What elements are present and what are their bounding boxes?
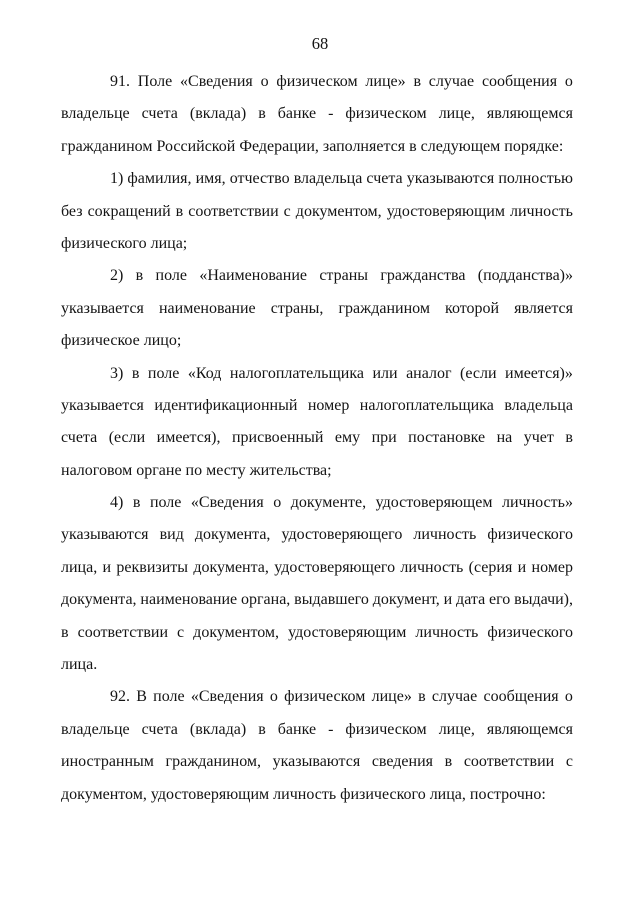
word: физического (487, 623, 573, 641)
word: лице» (371, 688, 412, 706)
word: Поле (137, 73, 173, 90)
word: дата (456, 591, 486, 609)
word: «Сведения (190, 494, 264, 512)
word: владельце (61, 105, 130, 123)
word: или (372, 364, 398, 382)
text-line (61, 681, 573, 713)
word: идентификационный (154, 396, 298, 414)
text-line (61, 746, 573, 778)
word: иностранным (61, 753, 154, 771)
word: удостоверяющего (281, 526, 403, 544)
word: в (258, 105, 266, 123)
word: соответствии (188, 202, 279, 220)
word: личность» (502, 494, 573, 512)
text-line (61, 617, 573, 649)
text-line (61, 358, 573, 390)
word: лица, (61, 558, 98, 576)
word: случае (428, 73, 475, 90)
word: указывается (61, 299, 144, 317)
word: (вклада) (189, 105, 247, 123)
word: о (260, 73, 269, 90)
word: удостоверяющем (375, 494, 493, 512)
text-line (61, 66, 573, 98)
paragraph (61, 260, 573, 357)
word: физическом (276, 73, 358, 90)
text-line (61, 584, 573, 616)
word: указывается (61, 396, 144, 414)
word: о (564, 688, 573, 706)
word: указываются (406, 170, 495, 188)
word: учет (523, 429, 554, 447)
word: лице» (365, 73, 406, 90)
word: удостоверяющего (274, 558, 396, 576)
word: поле (153, 688, 185, 706)
word: с (283, 202, 291, 220)
word: (вклада) (189, 720, 247, 738)
word: поле (155, 267, 187, 285)
word: указываются (272, 753, 361, 771)
text-line: налоговом органе по месту жительства; (61, 461, 332, 479)
word: имеется), (156, 429, 221, 447)
word: (подданства)» (477, 267, 573, 285)
word: сообщения (481, 73, 558, 90)
word: банке (277, 105, 317, 123)
word: личность (510, 202, 573, 220)
paragraph (61, 66, 573, 163)
word: о (273, 494, 282, 512)
word: в (131, 364, 140, 382)
word: в (413, 73, 421, 90)
paragraph (61, 681, 573, 811)
page-number: 68 (311, 34, 329, 53)
word: удостоверяющим (386, 202, 505, 220)
word: счета (141, 720, 178, 738)
word: владельца (293, 170, 363, 188)
word: с (177, 623, 185, 641)
word: имеется)» (505, 364, 573, 382)
word: соответствии (77, 623, 168, 641)
paragraph (61, 487, 573, 681)
text-line: физическое лицо; (61, 332, 182, 350)
word: гражданином (338, 299, 430, 317)
word: налогоплательщика (229, 364, 364, 382)
text-line: лица. (61, 656, 98, 674)
word: аналог (406, 364, 452, 382)
word: в (61, 623, 69, 641)
word: страны (319, 267, 369, 285)
word: в (444, 753, 453, 771)
word: и (443, 591, 453, 609)
word: (если (108, 429, 146, 447)
word: указываются (61, 526, 149, 544)
word: - (328, 105, 334, 123)
text-line (61, 260, 573, 292)
text-line: физического лица; (61, 234, 188, 252)
word: сокращений (87, 202, 171, 220)
word: номер (307, 396, 350, 414)
word: реквизиты (116, 558, 189, 576)
word: и (102, 558, 112, 576)
word: физическом (284, 688, 366, 706)
word: вид (159, 526, 184, 544)
word: выдавшего (294, 591, 369, 609)
word: случае (431, 688, 478, 706)
word: без (61, 202, 83, 220)
word: «Наименование (199, 267, 307, 285)
word: на (496, 429, 513, 447)
word: лице, (438, 105, 475, 123)
word: поле (147, 364, 180, 382)
word: банке (277, 720, 317, 738)
word: личность (413, 526, 477, 544)
word: документа, (194, 526, 271, 544)
word: гражданства (380, 267, 466, 285)
text-line (61, 293, 573, 325)
word: его (489, 591, 511, 609)
word: документом, (193, 623, 280, 641)
word: в (418, 688, 426, 706)
word: страны, (270, 299, 324, 317)
word: лице, (438, 720, 475, 738)
word: 3) (110, 364, 124, 382)
word: поле (149, 494, 182, 512)
text-line (61, 519, 573, 551)
text-line (61, 98, 573, 130)
word: 92. (110, 688, 130, 706)
word: 4) (110, 494, 124, 512)
word: физического (487, 526, 573, 544)
word: отчество (229, 170, 290, 188)
text-line: документом, удостоверяющим личность физического лица, построчно: (61, 785, 546, 803)
text-line (61, 714, 573, 746)
word: органа, (240, 591, 291, 609)
word: являющемся (486, 105, 573, 123)
word: личность (415, 623, 479, 641)
word: номер (531, 558, 573, 576)
word: присвоенный (231, 429, 324, 447)
word: ему (334, 429, 361, 447)
word: соответствии (463, 753, 555, 771)
word: «Сведения (190, 688, 264, 706)
word: физическом (345, 105, 427, 123)
word: гражданином, (165, 753, 262, 771)
word: сообщения (483, 688, 559, 706)
word: в (565, 429, 573, 447)
text-line (61, 196, 573, 228)
word: физическом (345, 720, 427, 738)
word: в (175, 202, 184, 220)
word: документ, (372, 591, 440, 609)
word: наименование (140, 591, 238, 609)
paragraph (61, 358, 573, 488)
word: в (258, 720, 266, 738)
word: (если (460, 364, 497, 382)
paragraph (61, 163, 573, 260)
word: счета (366, 170, 403, 188)
word: личность (400, 558, 464, 576)
word: документа, (61, 591, 137, 609)
word: о (269, 688, 278, 706)
word: являющемся (486, 720, 573, 738)
word: документа, (193, 558, 269, 576)
word: в (132, 494, 141, 512)
text-line (61, 390, 573, 422)
word: сведения (371, 753, 433, 771)
word: налогоплательщика (359, 396, 494, 414)
word: (серия (468, 558, 513, 576)
word: при (371, 429, 397, 447)
word: полностью (498, 170, 573, 188)
word: фамилия, (127, 170, 192, 188)
word: наименование (158, 299, 256, 317)
word: в (135, 267, 144, 285)
word: - (328, 720, 334, 738)
word: постановке (408, 429, 486, 447)
text-line (61, 163, 573, 195)
word: «Сведения (180, 73, 253, 90)
word: владельца (504, 396, 573, 414)
word: о (564, 73, 573, 90)
word: «Код (187, 364, 222, 382)
word: является (514, 299, 573, 317)
word: владельце (61, 720, 130, 738)
text-line (61, 552, 573, 584)
word: которой (445, 299, 500, 317)
word: и (517, 558, 527, 576)
text-line (61, 422, 573, 454)
word: имя, (195, 170, 226, 188)
text-line: гражданином Российской Федерации, заполняется в следующем порядке: (61, 137, 564, 155)
word: счета (141, 105, 178, 123)
word: 91. (110, 73, 130, 90)
word: документе, (290, 494, 367, 512)
word: документом, (295, 202, 382, 220)
document-body (61, 66, 573, 811)
word: счета (61, 429, 98, 447)
word: с (565, 753, 573, 771)
word: выдачи), (514, 591, 573, 609)
word: 2) (110, 267, 124, 285)
word: удостоверяющим (288, 623, 407, 641)
word: 1) (110, 170, 124, 188)
text-line (61, 487, 573, 519)
word: В (136, 688, 147, 706)
